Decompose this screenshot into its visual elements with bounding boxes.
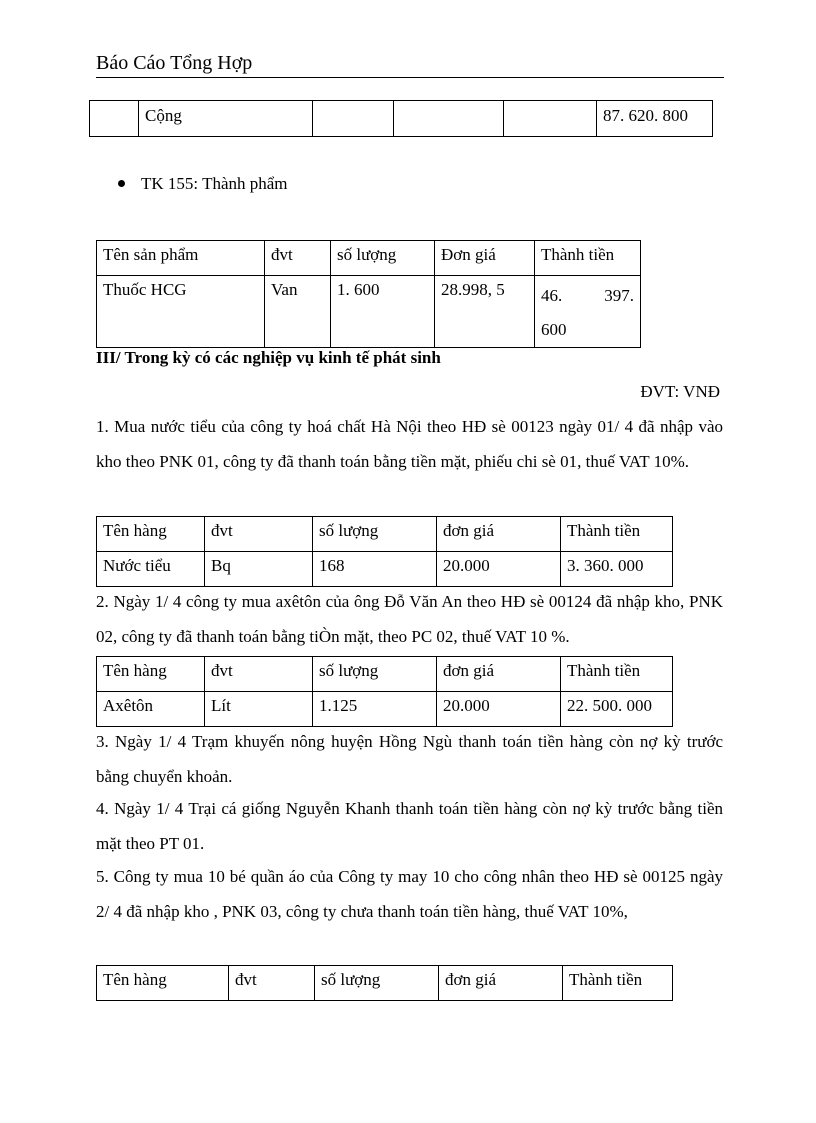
table-cell <box>394 101 504 137</box>
goods-price: 20.000 <box>437 552 561 587</box>
product-table <box>96 240 641 348</box>
product-total <box>535 276 641 348</box>
table-row <box>90 101 713 137</box>
table-cell <box>313 101 394 137</box>
product-total-part: 600 <box>541 320 567 339</box>
col-header: số lượng <box>313 657 437 692</box>
col-header: đơn giá <box>439 966 563 1001</box>
page-header-title: Báo Cáo Tổng Hợp <box>96 52 253 74</box>
col-header: đơn giá <box>437 517 561 552</box>
product-name: Thuốc HCG <box>97 276 265 348</box>
col-header: Thành tiền <box>561 517 673 552</box>
col-header: Tên sản phẩm <box>97 241 265 276</box>
goods-total: 22. 500. 000 <box>561 692 673 727</box>
col-header: Thành tiền <box>535 241 641 276</box>
col-header: đơn giá <box>437 657 561 692</box>
col-header: số lượng <box>315 966 439 1001</box>
bullet-tk155 <box>118 174 288 194</box>
col-header: đvt <box>205 517 313 552</box>
goods-qty: 168 <box>313 552 437 587</box>
total-amount: 87. 620. 800 <box>597 101 713 137</box>
goods-table-2 <box>96 656 673 727</box>
goods-total: 3. 360. 000 <box>561 552 673 587</box>
table-cell <box>90 101 139 137</box>
bullet-text: TK 155: Thành phẩm <box>141 174 288 193</box>
table-header-row <box>97 517 673 552</box>
header-rule <box>96 77 724 78</box>
col-header: Thành tiền <box>563 966 673 1001</box>
col-header: số lượng <box>331 241 435 276</box>
item-2-text: 2. Ngày 1/ 4 công ty mua axêtôn của ông Đỗ Văn An theo HĐ sè 00124 đã nhập kho, PNK 02, công ty đã thanh toán bằng tiÒn mặt, theo PC 02, thuế VAT 10 %. <box>96 592 723 646</box>
table-header-row <box>97 966 673 1001</box>
product-total-part: 46. <box>541 286 563 305</box>
goods-name: Axêtôn <box>97 692 205 727</box>
col-header: Tên hàng <box>97 517 205 552</box>
col-header: số lượng <box>313 517 437 552</box>
item-3-text: 3. Ngày 1/ 4 Trạm khuyến nông huyện Hồng Ngù thanh toán tiền hàng còn nợ kỳ trước bằng chuyển khoản. <box>96 732 723 786</box>
goods-table-3 <box>96 965 673 1001</box>
item-4-text: 4. Ngày 1/ 4 Trại cá giống Nguyễn Khanh thanh toán tiền hàng còn nợ kỳ trước bằng tiền mặt theo PT 01. <box>96 799 723 853</box>
table-row <box>97 692 673 727</box>
table-header-row <box>97 657 673 692</box>
table-row <box>97 276 641 348</box>
table-cell <box>504 101 597 137</box>
col-header: đvt <box>229 966 315 1001</box>
item-1-text: 1. Mua nước tiểu của công ty hoá chất Hà Nội theo HĐ sè 00123 ngày 01/ 4 đã nhập vào kho theo PNK 01, công ty đã thanh toán bằng tiền mặt, phiếu chi sè 01, thuế VAT 10%. <box>96 417 723 471</box>
col-header: Tên hàng <box>97 966 229 1001</box>
col-header: Đơn giá <box>435 241 535 276</box>
goods-price: 20.000 <box>437 692 561 727</box>
total-label: Cộng <box>139 101 313 137</box>
col-header: Thành tiền <box>561 657 673 692</box>
goods-qty: 1.125 <box>313 692 437 727</box>
product-unit: Van <box>265 276 331 348</box>
bullet-icon <box>118 180 125 187</box>
item-5-text: 5. Công ty mua 10 bé quần áo của Công ty may 10 cho công nhân theo HĐ sè 00125 ngày 2/ 4 đã nhập kho , PNK 03, công ty chưa thanh toán tiền hàng, thuế VAT 10%, <box>96 867 723 921</box>
col-header: đvt <box>205 657 313 692</box>
section-heading: III/ Trong kỳ có các nghiệp vụ kinh tế phát sinh <box>96 348 441 367</box>
product-price: 28.998, 5 <box>435 276 535 348</box>
goods-unit: Lít <box>205 692 313 727</box>
goods-unit: Bq <box>205 552 313 587</box>
table-header-row <box>97 241 641 276</box>
col-header: Tên hàng <box>97 657 205 692</box>
product-total-part: 397. <box>604 286 634 305</box>
col-header: đvt <box>265 241 331 276</box>
unit-note: ĐVT: VNĐ <box>640 382 720 401</box>
product-qty: 1. 600 <box>331 276 435 348</box>
table-row <box>97 552 673 587</box>
total-table <box>89 100 713 137</box>
goods-name: Nước tiểu <box>97 552 205 587</box>
goods-table-1 <box>96 516 673 587</box>
